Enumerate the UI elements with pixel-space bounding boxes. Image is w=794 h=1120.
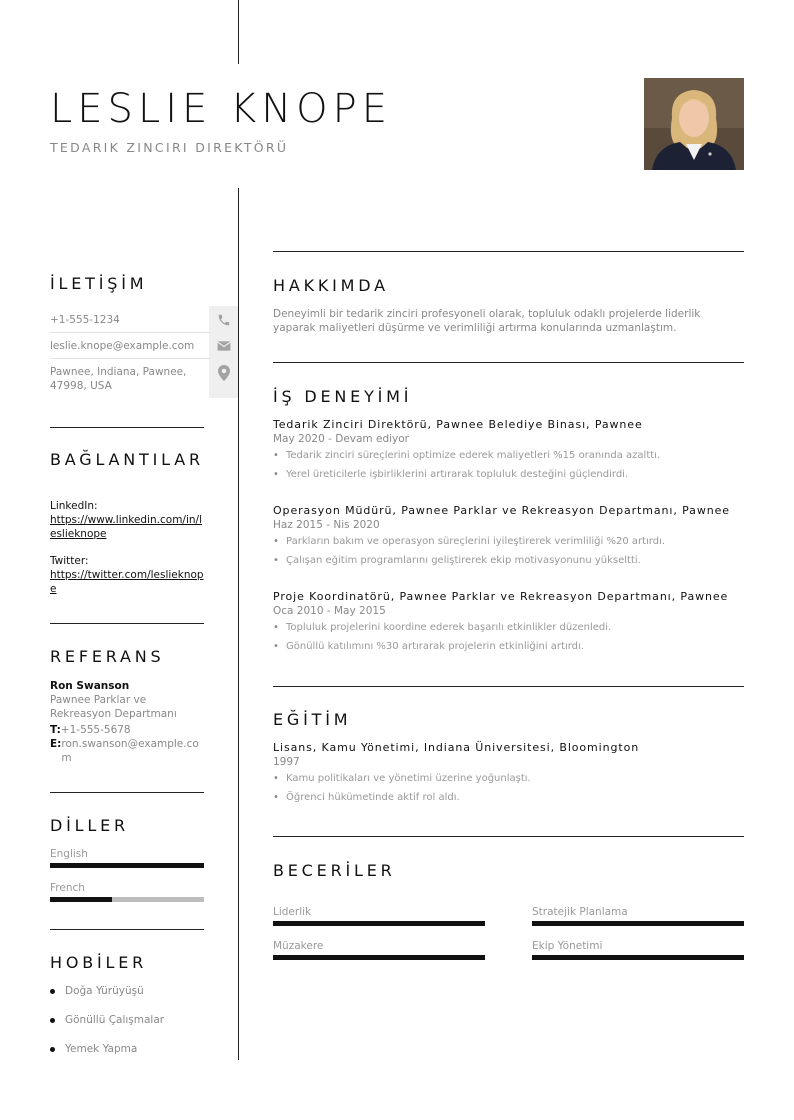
section-divider <box>273 686 744 687</box>
job-bullet: • Topluluk projelerini koordine ederek başarılı etkinlikler düzenledi. <box>273 622 612 633</box>
skill-item <box>532 906 744 926</box>
skill-item <box>273 906 485 926</box>
education-year: 1997 <box>273 756 300 768</box>
contact-email[interactable]: leslie.knope@example.com <box>50 340 195 352</box>
job-date: Haz 2015 - Nis 2020 <box>273 519 380 531</box>
skill-level-bar <box>532 955 744 960</box>
hobby-item <box>50 1043 204 1055</box>
reference-email[interactable]: ron.swanson@example.com <box>61 738 199 764</box>
education-entry <box>273 741 744 803</box>
profile-photo <box>644 78 744 170</box>
bullet-dot-icon <box>50 1018 55 1023</box>
section-divider <box>273 251 744 252</box>
language-level-fill <box>50 897 112 902</box>
skill-name: Liderlik <box>273 906 312 918</box>
hobby-label: Gönüllü Çalışmalar <box>65 1014 165 1026</box>
references-heading: REFERANS <box>50 647 165 666</box>
job-entry <box>273 590 744 652</box>
twitter-url[interactable]: https://twitter.com/leslieknope <box>50 569 204 595</box>
language-level-bar <box>50 897 204 902</box>
contact-heading: İLETİŞİM <box>50 274 148 293</box>
skill-level-bar <box>532 921 744 926</box>
languages-heading: DİLLER <box>50 816 129 835</box>
contact-separator <box>50 332 210 333</box>
education-bullet: • Öğrenci hükümetinde aktif rol aldı. <box>273 792 460 803</box>
skill-item <box>532 940 744 960</box>
location-pin-icon <box>209 360 238 386</box>
link-label: Twitter: <box>50 555 89 567</box>
job-position: Operasyon Müdürü, Pawnee Parklar ve Rekreasyon Departmanı, Pawnee <box>273 504 730 517</box>
education-degree: Lisans, Kamu Yönetimi, Indiana Üniversitesi, Bloomington <box>273 741 640 754</box>
job-entry <box>273 418 744 480</box>
language-level-fill <box>50 863 204 868</box>
reference-org: Pawnee Parklar ve Rekreasyon Departmanı <box>50 694 177 720</box>
section-divider <box>50 427 204 428</box>
language-item <box>50 848 204 868</box>
job-bullet: • Gönüllü katılımını %30 artırarak projelerin etkinliğini artırdı. <box>273 641 584 652</box>
email-label: E: <box>50 738 62 750</box>
contact-address: Pawnee, Indiana, Pawnee, 47998, USA <box>50 366 187 392</box>
section-divider <box>273 362 744 363</box>
job-bullet: • Parkların bakım ve operasyon süreçlerini iyileştirerek verimliliği %20 artırdı. <box>273 536 666 547</box>
job-bullet: • Çalışan eğitim programlarını geliştirerek ekip motivasyonunu yükseltti. <box>273 555 641 566</box>
bullet-dot-icon <box>50 1047 55 1052</box>
hobby-item <box>50 985 204 997</box>
reference-phone[interactable]: +1-555-5678 <box>60 724 131 736</box>
candidate-name: LESLIE KNOPE <box>50 86 393 132</box>
job-bullet: • Tedarik zinciri süreçlerini optimize ederek maliyetleri %15 oranında azalttı. <box>273 450 661 461</box>
about-text: Deneyimli bir tedarik zinciri profesyoneli olarak, topluluk odaklı projelerde liderlik yaparak maliyetleri düşürme ve verimliliği artırma konularında uzmanlaştım. <box>273 308 701 334</box>
job-position: Proje Koordinatörü, Pawnee Parklar ve Rekreasyon Departmanı, Pawnee <box>273 590 729 603</box>
linkedin-url[interactable]: https://www.linkedin.com/in/leslieknope <box>50 514 202 540</box>
reference-phone-line <box>50 723 204 737</box>
job-position: Tedarik Zinciri Direktörü, Pawnee Belediye Binası, Pawnee <box>273 418 643 431</box>
phone-icon <box>209 307 238 333</box>
contact-phone[interactable]: +1-555-1234 <box>50 314 120 326</box>
language-level-bar <box>50 863 204 868</box>
language-item <box>50 882 204 902</box>
links-heading: BAĞLANTILAR <box>50 450 204 469</box>
language-name: French <box>50 882 85 894</box>
hobby-item <box>50 1014 204 1026</box>
job-entry <box>273 504 744 566</box>
skill-item <box>273 940 485 960</box>
skill-name: Stratejik Planlama <box>532 906 628 918</box>
top-divider-line <box>238 0 239 64</box>
section-divider <box>273 836 744 837</box>
column-divider-line <box>238 188 239 1060</box>
skill-name: Ekip Yönetimi <box>532 940 603 952</box>
skill-level-bar <box>273 921 485 926</box>
phone-label: T: <box>50 724 61 736</box>
hobbies-heading: HOBİLER <box>50 953 148 972</box>
portrait-image <box>644 78 744 170</box>
link-linkedin <box>50 499 204 541</box>
link-label: LinkedIn: <box>50 500 98 512</box>
reference-email-line <box>50 737 204 765</box>
job-date: Oca 2010 - May 2015 <box>273 605 386 617</box>
section-divider <box>50 929 204 930</box>
experience-heading: İŞ DENEYİMİ <box>273 387 413 406</box>
section-divider <box>50 623 204 624</box>
hobby-label: Doğa Yürüyüşü <box>65 985 144 997</box>
contact-separator <box>50 358 210 359</box>
reference-name: Ron Swanson <box>50 680 130 692</box>
skills-heading: BECERİLER <box>273 861 396 880</box>
job-bullet: • Yerel üreticilerle işbirliklerini artırarak topluluk desteğini güçlendirdi. <box>273 469 629 480</box>
skill-name: Müzakere <box>273 940 324 952</box>
education-bullet: • Kamu politikaları ve yönetimi üzerine yoğunlaştı. <box>273 773 531 784</box>
skill-level-bar <box>273 955 485 960</box>
link-twitter <box>50 554 204 596</box>
about-heading: HAKKIMDA <box>273 276 389 295</box>
job-date: May 2020 - Devam ediyor <box>273 433 409 445</box>
bullet-dot-icon <box>50 989 55 994</box>
section-divider <box>50 792 204 793</box>
language-name: English <box>50 848 88 860</box>
mail-icon <box>209 333 238 359</box>
reference-entry <box>50 679 204 765</box>
education-heading: EĞİTİM <box>273 710 352 729</box>
job-title: TEDARIK ZINCIRI DIREKTÖRÜ <box>50 140 289 155</box>
hobby-label: Yemek Yapma <box>65 1043 138 1055</box>
